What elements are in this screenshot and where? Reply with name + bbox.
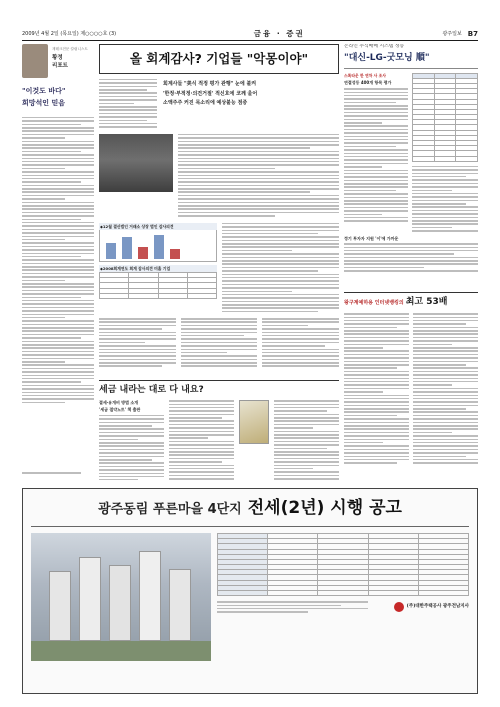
- ad-headline-right: 전세(2년) 시행 공고: [247, 498, 402, 518]
- left-column: [22, 44, 94, 472]
- company-logo-icon: [394, 602, 404, 612]
- ad-info-table: [217, 533, 469, 596]
- tax-headline: 세금 내라는 대로 다 내요?: [99, 380, 339, 396]
- book-cover-image: [239, 400, 269, 444]
- audit-bar-chart: [99, 230, 217, 262]
- main-headline: 올 회계감사? 기업들 "악몽이야": [99, 44, 339, 74]
- right-mid-headline: 최고 53배: [405, 297, 448, 307]
- ad-block: [22, 488, 478, 694]
- apartment-render: [31, 533, 211, 661]
- ranking-table: [412, 73, 478, 162]
- chart-title: ◆12월 결산법인 거래소 상장 법인 감사의견: [99, 223, 217, 230]
- paper-name: 광주일보: [442, 31, 462, 38]
- deck-line-1: 회계사들 "美식 적정 평가 관행" 눈에 불켜: [163, 80, 257, 87]
- deck-line-3: 소액주주 커진 목소리에 예상불능 점증: [163, 100, 248, 107]
- audit-opinion-table: [99, 272, 217, 299]
- ad-headline-left: 광주동림 푸른마을 4단지: [98, 502, 242, 517]
- table-title: ◆2008회계연도 회계 감사의견 미흡 기업: [99, 265, 217, 272]
- right-box-label: 스톡타운 한 연차 사 조사: [344, 72, 386, 78]
- issue-info: 2009년 4월 2일 (목요일) 제○○○○호 (3): [22, 31, 117, 38]
- author-role: 리포트: [52, 63, 68, 70]
- main-article: [99, 44, 339, 314]
- column-body: [22, 117, 94, 403]
- tax-article: [99, 380, 339, 480]
- author-photo: [22, 44, 48, 78]
- right-sub-1: 연결성등 400개 항목 평가: [344, 79, 392, 85]
- right-mid-article: [344, 292, 478, 480]
- column-title-1: "이것도 바다": [22, 87, 66, 95]
- author-name: 황정: [52, 54, 63, 61]
- right-kicker: 온라인 주식매매 시스템 성능: [344, 44, 405, 49]
- mid-text-band: [99, 318, 339, 374]
- deck-line-2: '한정·부적정·의견거절' 적신호에 코께 울어: [163, 90, 258, 97]
- right-top-article: [344, 44, 478, 274]
- right-mid-kicker: 왕구계예하용 인터넷뱅킹의: [344, 300, 404, 306]
- tax-sub-2: '세금 절약노트' 책 출판: [99, 406, 141, 412]
- tax-sub-1: 결세·유개비 방법 소개: [99, 400, 139, 406]
- column-title-2: 희망석인 믿음: [22, 99, 66, 108]
- author-label: 재테크전문 칼럼니스트: [52, 47, 88, 51]
- left-footer: [22, 472, 94, 480]
- page-number: B7: [467, 29, 478, 38]
- right-sub-2: 정기 투자자 지원 '이'에 가까운: [344, 235, 399, 241]
- right-headline: "대신-LG-굿모닝 順": [344, 52, 478, 68]
- page-header: [22, 29, 478, 41]
- ad-company: (주)대한주택공사 광주전남지사: [406, 603, 469, 609]
- conference-photo: [99, 134, 173, 192]
- section-title: 금융 · 증권: [253, 29, 305, 39]
